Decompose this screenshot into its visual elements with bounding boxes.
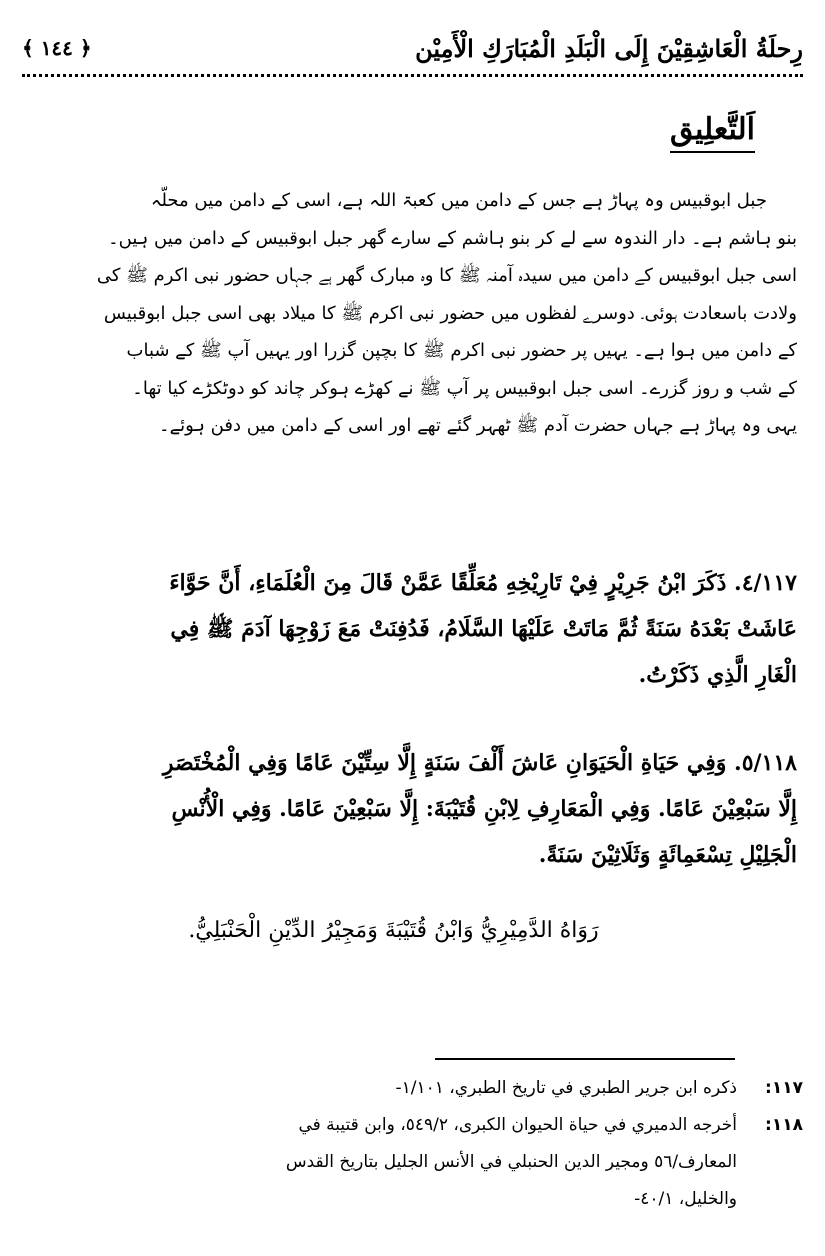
page-number: ﴿ ١٤٤ ﴾: [22, 36, 92, 60]
footnote-line: المعارف/٥٦ ومجير الدين الحنبلي في الأنس الجليل بتاريخ القدس: [285, 1152, 737, 1172]
footnote-line: ذكره ابن جرير الطبري في تاريخ الطبري، ١/١٠١-: [395, 1078, 737, 1098]
footnote-line: أخرجه الدميري في حياة الحيوان الكبرى، ٥٤٩/٢، وابن قتيبة في: [298, 1115, 737, 1135]
footnote-118: [22, 1107, 803, 1218]
footnote-line: والخليل، ٤٠/١-: [634, 1189, 737, 1209]
running-title: رِحلَةُ الْعَاشِقِيْنَ إِلَى الْبَلَدِ الْمُبَارَكِ الْأَمِيْن: [415, 33, 803, 63]
commentary-line: کے شب و روز گزرے۔ اسی جبل ابوقبیس پر آپ ﷺ نے کھڑے ہوکر چاند کو دوٹکڑے کیا تھا۔: [132, 377, 797, 399]
footnote-number: ١١٨:: [765, 1115, 803, 1135]
hadith-line: الْغَارِ الَّذِي ذَكَرْتُ.: [638, 662, 797, 688]
footnote-text: [22, 1070, 737, 1107]
commentary-paragraph: [22, 182, 797, 445]
commentary-line: اسی جبل ابوقبیس کے دامن میں سیدہ آمنہ ﷺ کا وہ مبارک گھر ہے جہاں حضور نبی اکرم ﷺ کی: [96, 265, 797, 286]
commentary-line: کے دامن میں ہوا ہے۔ یہیں پر حضور نبی اکرم ﷺ کا بچپن گزرا اور یہیں آپ ﷺ کے شباب: [126, 340, 797, 361]
hadith-118: [22, 740, 797, 878]
commentary-line: یہی وہ پہاڑ ہے جہاں حضرت آدم ﷺ ٹھہر گئے تھے اور اسی کے دامن میں دفن ہوئے۔: [159, 415, 797, 436]
footnotes: [22, 1070, 803, 1218]
hadith-line: إِلَّا سَبْعِيْنَ عَامًا. وَفِي الْمَعَارِفِ لِابْنِ قُتَيْبَةَ: إِلَّا سَبْعِيْنَ عَامًا. وَفِي الْأُنْسِ: [171, 796, 797, 822]
commentary-line: بنو ہاشم ہے۔ دار الندوہ سے لے کر بنو ہاشم کے سارے گھر جبل ابوقبیس کے دامن میں ہیں۔: [108, 227, 797, 249]
page-header: [22, 28, 803, 68]
footnote-divider: [435, 1058, 735, 1060]
hadith-line: ٤/١١٧. ذَكَرَ ابْنُ جَرِيْرٍ فِيْ تَارِيْخِهِ مُعَلِّقًا عَمَّنْ قَالَ مِنَ الْعُلَمَاءِ، أَنَّ حَوَّاءَ: [169, 570, 797, 596]
footnote-number: ١١٧:: [765, 1078, 803, 1098]
commentary-line: ولادت باسعادت ہوئی۔ دوسرے لفظوں میں حضور نبی اکرم ﷺ کا میلاد بھی اسی جبل ابوقبیس: [103, 302, 797, 324]
section-heading: اَلتَّعلِيق: [670, 112, 755, 153]
hadith-line: ٥/١١٨. وَفِي حَيَاةِ الْحَيَوَانِ عَاشَ أَلْفَ سَنَةٍ إِلَّا سِتِّيْنَ عَامًا وَفِي الْمُخْتَصَرِ: [162, 750, 797, 776]
footnote-117: [22, 1070, 803, 1107]
footnote-text: [22, 1107, 737, 1218]
narrator-attribution: رَوَاهُ الدَّمِيْرِيُّ وَابْنُ قُتَيْبَةَ وَمَجِيْرُ الدِّيْنِ الْحَنْبَلِيُّ.: [188, 918, 599, 943]
commentary-line: جبل ابوقبیس وہ پہاڑ ہے جس کے دامن میں کعبۃ اللہ ہے، اسی کے دامن میں محلّہ: [150, 190, 767, 211]
hadith-117: [22, 560, 797, 698]
hadith-line: الْجَلِيْلِ تِسْعَمِائَةٍ وَثَلَاثِيْنَ سَنَةً.: [538, 842, 797, 868]
hadith-line: عَاشَتْ بَعْدَهُ سَنَةً ثُمَّ مَاتَتْ عَلَيْهَا السَّلَامُ، فَدُفِنَتْ مَعَ زَوْجِهَا آدَمَ ﷺ فِي: [170, 616, 797, 642]
header-divider: [22, 74, 803, 77]
